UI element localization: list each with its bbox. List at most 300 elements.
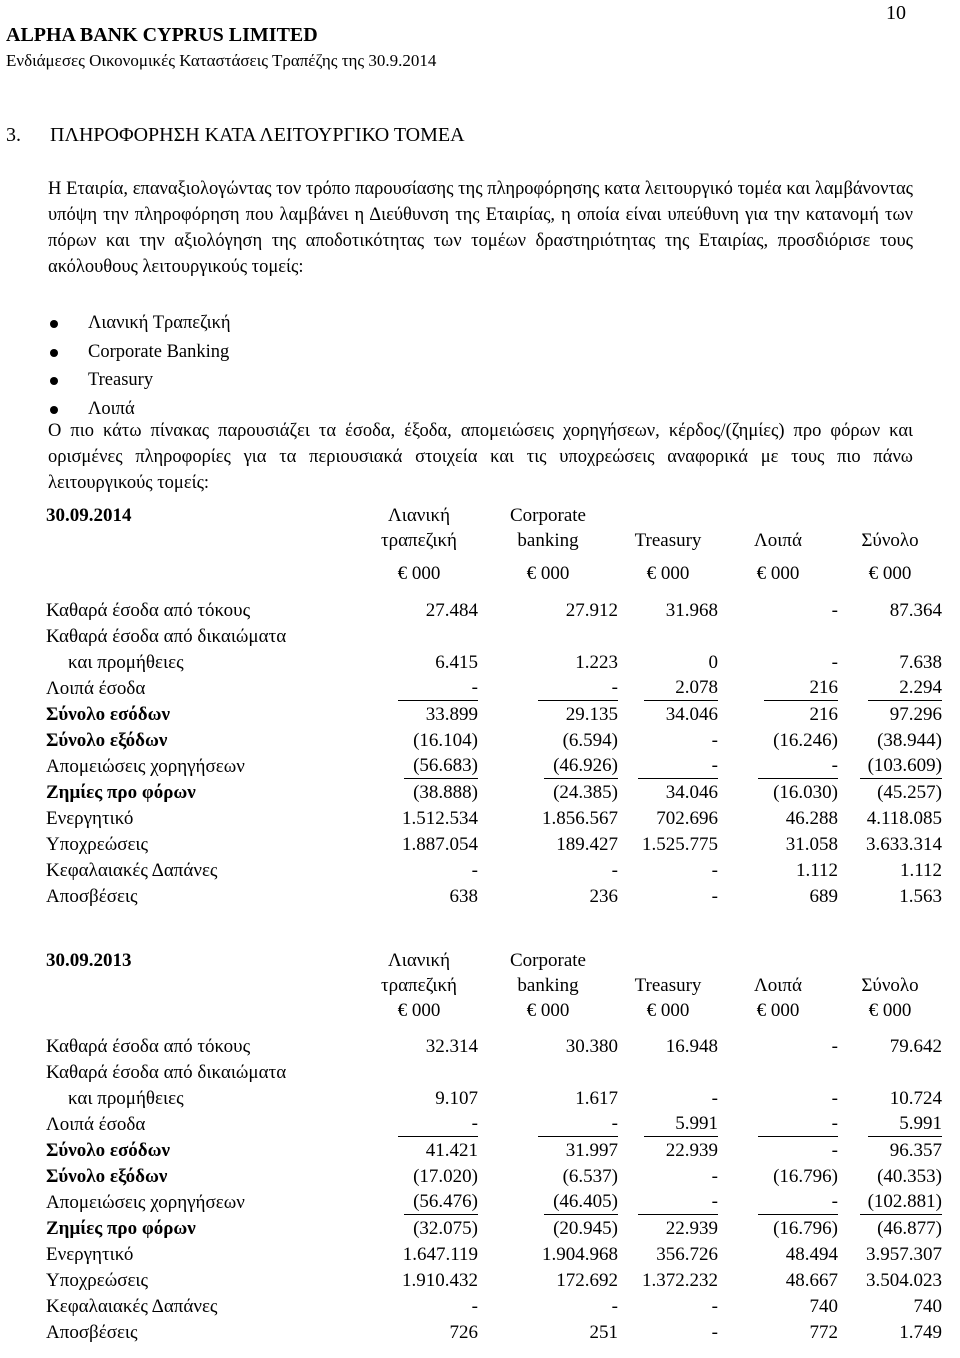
cell-corporate bbox=[478, 1033, 618, 1059]
cell-retail bbox=[360, 649, 478, 675]
row-label: Ζημίες προ φόρων bbox=[46, 1218, 196, 1239]
cell-retail bbox=[360, 1033, 478, 1059]
cell-value: 31.968 bbox=[665, 600, 718, 621]
cell-other bbox=[718, 805, 838, 831]
cell-corporate bbox=[478, 805, 618, 831]
col-header-line: Corporate bbox=[510, 505, 586, 526]
cell-value: - bbox=[538, 676, 618, 701]
cell-value: 726 bbox=[449, 1322, 478, 1343]
cell-retail bbox=[360, 1267, 478, 1293]
cell-value: - bbox=[471, 860, 478, 881]
cell-value: 2.294 bbox=[868, 676, 942, 701]
cell-value: 1.647.119 bbox=[402, 1244, 478, 1265]
cell-total bbox=[838, 1085, 942, 1111]
cell-value: 1.223 bbox=[575, 652, 618, 673]
cell-treasury bbox=[618, 779, 718, 805]
cell-other bbox=[718, 623, 838, 649]
cell-value: - bbox=[831, 1036, 838, 1057]
cell-other bbox=[718, 779, 838, 805]
cell-value: 3.633.314 bbox=[866, 834, 942, 855]
unit-label: € 000 bbox=[646, 563, 690, 584]
row-label: Καθαρά έσοδα από τόκους bbox=[46, 1036, 251, 1057]
table-row bbox=[46, 1189, 942, 1215]
cell-total bbox=[838, 1241, 942, 1267]
cell-value: - bbox=[711, 860, 718, 881]
cell-value: (6.537) bbox=[562, 1166, 618, 1187]
cell-value: (46.926) bbox=[544, 754, 618, 779]
cell-total bbox=[838, 883, 942, 909]
cell-treasury bbox=[618, 1293, 718, 1319]
cell-value: 189.427 bbox=[556, 834, 618, 855]
segment-label: Treasury bbox=[88, 370, 154, 390]
cell-corporate bbox=[478, 779, 618, 805]
cell-value: 6.415 bbox=[435, 652, 478, 673]
cell-value: 1.512.534 bbox=[402, 808, 478, 829]
cell-value: - bbox=[711, 1088, 718, 1109]
cell-other bbox=[718, 1319, 838, 1345]
table-row bbox=[46, 1241, 942, 1267]
cell-treasury bbox=[618, 1033, 718, 1059]
cell-value: 79.642 bbox=[889, 1036, 942, 1057]
cell-corporate bbox=[478, 1293, 618, 1319]
cell-retail bbox=[360, 597, 478, 623]
document-subtitle: Ενδιάμεσες Οικονομικές Καταστάσεις Τραπέζης της 30.9.2014 bbox=[6, 51, 437, 70]
cell-value: (20.945) bbox=[553, 1218, 618, 1239]
cell-value: - bbox=[711, 1166, 718, 1187]
table-row bbox=[46, 857, 942, 883]
cell-value: 97.296 bbox=[889, 704, 942, 725]
segment-item bbox=[48, 309, 231, 338]
cell-value: (103.609) bbox=[860, 754, 942, 779]
cell-retail bbox=[360, 1111, 478, 1137]
cell-corporate bbox=[478, 753, 618, 779]
cell-value: - bbox=[638, 754, 718, 779]
intro-paragraph: Η Εταιρία, επαναξιολογώντας τον τρόπο παρουσίασης της πληροφόρησης κατα λειτουργικό τομέα και λαμβάνοντας υπόψη την πληροφόρηση που λαμβάνει η Διεύθυνση της Εταιρίας, η οποία είναι υπεύθυνη για την κατανομή των πόρων και την αξιολόγηση της αποδοτικότητας των τομέων δραστηριότητας της Εταιρίας, προσδιόρισε τους ακόλουθους λειτουργικούς τομείς: bbox=[48, 179, 913, 277]
cell-value: 5.991 bbox=[644, 1112, 718, 1137]
col-other-header bbox=[718, 948, 838, 1023]
cell-total bbox=[838, 1137, 942, 1163]
section-title: ΠΛΗΡΟΦΟΡΗΣΗ ΚΑΤΑ ΛΕΙΤΟΥΡΓΙΚΟ ΤΟΜΕΑ bbox=[50, 124, 465, 146]
cell-total bbox=[838, 831, 942, 857]
cell-other bbox=[718, 1033, 838, 1059]
cell-value: - bbox=[538, 1112, 618, 1137]
cell-retail bbox=[360, 1085, 478, 1111]
cell-value: 30.380 bbox=[565, 1036, 618, 1057]
cell-other bbox=[718, 857, 838, 883]
col-header-line: Λιανική bbox=[387, 505, 451, 526]
col-header-line: banking bbox=[517, 975, 579, 996]
cell-treasury bbox=[618, 883, 718, 909]
cell-total bbox=[838, 1319, 942, 1345]
cell-value: (16.246) bbox=[773, 730, 838, 751]
cell-total bbox=[838, 701, 942, 727]
row-label: Υποχρεώσεις bbox=[46, 834, 149, 855]
segments-list bbox=[48, 309, 231, 423]
cell-value: 29.135 bbox=[565, 704, 618, 725]
cell-value: 3.504.023 bbox=[866, 1270, 942, 1291]
cell-total bbox=[838, 805, 942, 831]
table-row bbox=[46, 1033, 942, 1059]
col-header-line: Corporate bbox=[510, 950, 586, 971]
cell-value: 3.957.307 bbox=[866, 1244, 942, 1265]
cell-value: 5.991 bbox=[868, 1112, 942, 1137]
table-row bbox=[46, 805, 942, 831]
cell-treasury bbox=[618, 831, 718, 857]
unit-label: € 000 bbox=[868, 563, 912, 584]
cell-total bbox=[838, 1059, 942, 1085]
row-label: Ενεργητικό bbox=[46, 1244, 134, 1265]
cell-other bbox=[718, 1085, 838, 1111]
col-header-line: Λοιπά bbox=[754, 530, 802, 551]
cell-value: 251 bbox=[589, 1322, 618, 1343]
cell-treasury bbox=[618, 1189, 718, 1215]
cell-value: 1.525.775 bbox=[642, 834, 718, 855]
cell-value: 1.887.054 bbox=[402, 834, 478, 855]
cell-corporate bbox=[478, 1319, 618, 1345]
cell-value: 1.112 bbox=[795, 860, 838, 881]
cell-value: 10.724 bbox=[889, 1088, 942, 1109]
col-corporate-header bbox=[478, 948, 618, 1023]
table-row bbox=[46, 623, 942, 649]
cell-value: (38.888) bbox=[413, 782, 478, 803]
col-total-header bbox=[838, 503, 942, 553]
col-treasury-header bbox=[618, 948, 718, 1023]
cell-corporate bbox=[478, 1241, 618, 1267]
row-label: Ενεργητικό bbox=[46, 808, 134, 829]
cell-value: (16.796) bbox=[773, 1218, 838, 1239]
cell-value: 2.078 bbox=[644, 676, 718, 701]
cell-value: - bbox=[831, 600, 838, 621]
cell-treasury bbox=[618, 1163, 718, 1189]
cell-value: 9.107 bbox=[435, 1088, 478, 1109]
cell-other bbox=[718, 1267, 838, 1293]
cell-value: (16.104) bbox=[413, 730, 478, 751]
cell-treasury bbox=[618, 1319, 718, 1345]
col-retail-header bbox=[360, 948, 478, 1023]
cell-value: 41.421 bbox=[425, 1140, 478, 1161]
unit-row bbox=[46, 553, 942, 587]
cell-value: - bbox=[758, 1112, 838, 1137]
table-row bbox=[46, 753, 942, 779]
col-header-line: banking bbox=[517, 530, 579, 551]
cell-treasury bbox=[618, 1085, 718, 1111]
cell-value: 87.364 bbox=[889, 600, 942, 621]
cell-corporate bbox=[478, 883, 618, 909]
cell-value: 638 bbox=[449, 886, 478, 907]
row-label: Λοιπά έσοδα bbox=[46, 1114, 146, 1135]
cell-other bbox=[718, 1293, 838, 1319]
cell-value: 48.667 bbox=[785, 1270, 838, 1291]
table-row bbox=[46, 779, 942, 805]
cell-retail bbox=[360, 1163, 478, 1189]
table-row bbox=[46, 1137, 942, 1163]
cell-total bbox=[838, 623, 942, 649]
cell-value: 27.912 bbox=[565, 600, 618, 621]
cell-value: (16.796) bbox=[773, 1166, 838, 1187]
cell-treasury bbox=[618, 1059, 718, 1085]
cell-retail bbox=[360, 805, 478, 831]
row-label: και προμήθειες bbox=[68, 1088, 184, 1109]
cell-total bbox=[838, 857, 942, 883]
cell-other bbox=[718, 701, 838, 727]
cell-retail bbox=[360, 857, 478, 883]
cell-value: 1.904.968 bbox=[542, 1244, 618, 1265]
cell-treasury bbox=[618, 1241, 718, 1267]
segment-table-2013 bbox=[46, 948, 942, 1345]
cell-retail bbox=[360, 831, 478, 857]
bullet-icon bbox=[50, 406, 58, 414]
cell-retail bbox=[360, 753, 478, 779]
cell-total bbox=[838, 779, 942, 805]
cell-retail bbox=[360, 675, 478, 701]
cell-retail bbox=[360, 1059, 478, 1085]
cell-other bbox=[718, 727, 838, 753]
col-retail-header bbox=[360, 503, 478, 553]
cell-corporate bbox=[478, 727, 618, 753]
cell-corporate bbox=[478, 1085, 618, 1111]
cell-value: 7.638 bbox=[899, 652, 942, 673]
cell-other bbox=[718, 1241, 838, 1267]
cell-other bbox=[718, 1189, 838, 1215]
table-row bbox=[46, 675, 942, 701]
cell-treasury bbox=[618, 623, 718, 649]
cell-value: 22.939 bbox=[665, 1140, 718, 1161]
cell-value: - bbox=[831, 1140, 838, 1161]
cell-value: - bbox=[831, 652, 838, 673]
note-paragraph: Ο πιο κάτω πίνακας παρουσιάζει τα έσοδα, έξοδα, απομειώσεις χορηγήσεων, κέρδος/(ζημίες) προ φόρων και ορισμένες πληροφορίες για τα περιουσιακά στοιχεία και τις υποχρεώσεις αναφορικά με τους πιο πάνω λειτουργικούς τομείς: bbox=[48, 421, 913, 493]
section-number: 3. bbox=[6, 124, 21, 146]
cell-value: 1.563 bbox=[899, 886, 942, 907]
cell-total bbox=[838, 753, 942, 779]
table-date: 30.09.2014 bbox=[46, 505, 132, 526]
row-label: Αποσβέσεις bbox=[46, 1322, 138, 1343]
cell-treasury bbox=[618, 753, 718, 779]
cell-total bbox=[838, 727, 942, 753]
cell-value: 16.948 bbox=[665, 1036, 718, 1057]
row-label: Λοιπά έσοδα bbox=[46, 678, 146, 699]
table-row bbox=[46, 1267, 942, 1293]
cell-value: 1.617 bbox=[575, 1088, 618, 1109]
cell-value: 1.112 bbox=[899, 860, 942, 881]
unit-label: € 000 bbox=[756, 1000, 800, 1021]
cell-retail bbox=[360, 883, 478, 909]
cell-value: - bbox=[758, 1190, 838, 1215]
cell-value: - bbox=[471, 1296, 478, 1317]
cell-value: 34.046 bbox=[665, 782, 718, 803]
cell-value: (17.020) bbox=[413, 1166, 478, 1187]
row-label: Απομειώσεις χορηγήσεων bbox=[46, 756, 245, 777]
cell-value: 31.058 bbox=[785, 834, 838, 855]
cell-other bbox=[718, 1163, 838, 1189]
cell-value: 1.749 bbox=[899, 1322, 942, 1343]
cell-corporate bbox=[478, 1189, 618, 1215]
cell-total bbox=[838, 597, 942, 623]
cell-value: (32.075) bbox=[413, 1218, 478, 1239]
bullet-icon bbox=[50, 320, 58, 328]
cell-value: (38.944) bbox=[877, 730, 942, 751]
cell-value: 1.910.432 bbox=[402, 1270, 478, 1291]
cell-treasury bbox=[618, 675, 718, 701]
col-header-line: Σύνολο bbox=[861, 530, 919, 551]
cell-value: - bbox=[711, 1322, 718, 1343]
col-corporate-header bbox=[478, 503, 618, 553]
table-row bbox=[46, 1085, 942, 1111]
section-heading bbox=[6, 124, 465, 147]
cell-value: (102.881) bbox=[860, 1190, 942, 1215]
cell-retail bbox=[360, 701, 478, 727]
cell-corporate bbox=[478, 597, 618, 623]
cell-value: 96.357 bbox=[889, 1140, 942, 1161]
cell-other bbox=[718, 675, 838, 701]
cell-corporate bbox=[478, 623, 618, 649]
cell-other bbox=[718, 1215, 838, 1241]
cell-value: (46.405) bbox=[544, 1190, 618, 1215]
cell-value: (45.257) bbox=[877, 782, 942, 803]
unit-label: € 000 bbox=[526, 563, 570, 584]
table-date: 30.09.2013 bbox=[46, 950, 132, 971]
col-header-line: Λοιπά bbox=[754, 975, 802, 996]
cell-corporate bbox=[478, 675, 618, 701]
table-header-row bbox=[46, 503, 942, 553]
bullet-icon bbox=[50, 349, 58, 357]
cell-corporate bbox=[478, 701, 618, 727]
cell-retail bbox=[360, 1293, 478, 1319]
cell-value: 1.372.232 bbox=[642, 1270, 718, 1291]
row-label: Υποχρεώσεις bbox=[46, 1270, 149, 1291]
cell-total bbox=[838, 1215, 942, 1241]
col-header-line: Treasury bbox=[634, 975, 702, 996]
cell-treasury bbox=[618, 857, 718, 883]
cell-value: - bbox=[758, 754, 838, 779]
cell-retail bbox=[360, 727, 478, 753]
row-label: Σύνολο εξόδων bbox=[46, 730, 168, 751]
row-label: Σύνολο εξόδων bbox=[46, 1166, 168, 1187]
cell-value: - bbox=[638, 1190, 718, 1215]
table-row bbox=[46, 727, 942, 753]
col-total-header bbox=[838, 948, 942, 1023]
cell-retail bbox=[360, 1189, 478, 1215]
cell-total bbox=[838, 1293, 942, 1319]
cell-other bbox=[718, 883, 838, 909]
unit-label: € 000 bbox=[526, 1000, 570, 1021]
cell-corporate bbox=[478, 1163, 618, 1189]
col-header-line: τραπεζική bbox=[380, 530, 457, 551]
row-label: Κεφαλαιακές Δαπάνες bbox=[46, 1296, 218, 1317]
cell-value: 0 bbox=[708, 652, 718, 673]
table-header-row bbox=[46, 948, 942, 1023]
cell-value: 740 bbox=[809, 1296, 838, 1317]
cell-value: 172.692 bbox=[556, 1270, 618, 1291]
cell-value: 236 bbox=[589, 886, 618, 907]
cell-corporate bbox=[478, 1267, 618, 1293]
cell-retail bbox=[360, 1215, 478, 1241]
cell-value: (56.683) bbox=[404, 754, 478, 779]
cell-treasury bbox=[618, 727, 718, 753]
table-row bbox=[46, 883, 942, 909]
cell-other bbox=[718, 831, 838, 857]
cell-total bbox=[838, 1033, 942, 1059]
cell-value: 4.118.085 bbox=[866, 808, 942, 829]
cell-corporate bbox=[478, 649, 618, 675]
cell-value: - bbox=[398, 676, 478, 701]
cell-value: 740 bbox=[913, 1296, 942, 1317]
cell-other bbox=[718, 649, 838, 675]
row-label: Ζημίες προ φόρων bbox=[46, 782, 196, 803]
cell-other bbox=[718, 753, 838, 779]
row-label: Καθαρά έσοδα από δικαιώματα bbox=[46, 626, 287, 647]
segment-label: Corporate Banking bbox=[88, 341, 230, 362]
col-header-line: Treasury bbox=[634, 530, 702, 551]
cell-value: (16.030) bbox=[773, 782, 838, 803]
segment-label: Λοιπά bbox=[88, 398, 135, 419]
cell-value: - bbox=[611, 860, 618, 881]
cell-value: - bbox=[711, 886, 718, 907]
unit-label: € 000 bbox=[868, 1000, 912, 1021]
cell-treasury bbox=[618, 649, 718, 675]
cell-other bbox=[718, 597, 838, 623]
table-row bbox=[46, 649, 942, 675]
cell-total bbox=[838, 1267, 942, 1293]
cell-treasury bbox=[618, 597, 718, 623]
col-header-line: τραπεζική bbox=[380, 975, 457, 996]
cell-total bbox=[838, 649, 942, 675]
cell-value: 772 bbox=[809, 1322, 838, 1343]
table-row bbox=[46, 1163, 942, 1189]
cell-corporate bbox=[478, 1137, 618, 1163]
cell-treasury bbox=[618, 1267, 718, 1293]
cell-value: - bbox=[398, 1112, 478, 1137]
cell-value: (24.385) bbox=[553, 782, 618, 803]
cell-treasury bbox=[618, 805, 718, 831]
cell-value: - bbox=[611, 1296, 618, 1317]
cell-value: 22.939 bbox=[665, 1218, 718, 1239]
cell-other bbox=[718, 1111, 838, 1137]
cell-value: 34.046 bbox=[665, 704, 718, 725]
cell-retail bbox=[360, 1319, 478, 1345]
cell-corporate bbox=[478, 831, 618, 857]
unit-label: € 000 bbox=[397, 563, 441, 584]
col-other-header bbox=[718, 503, 838, 553]
cell-value: - bbox=[831, 1088, 838, 1109]
cell-value: (6.594) bbox=[562, 730, 618, 751]
table-row bbox=[46, 831, 942, 857]
cell-other bbox=[718, 1137, 838, 1163]
cell-total bbox=[838, 1163, 942, 1189]
segment-table-2014 bbox=[46, 503, 942, 909]
cell-value: 356.726 bbox=[656, 1244, 718, 1265]
row-label: Καθαρά έσοδα από δικαιώματα bbox=[46, 1062, 287, 1083]
segment-label: Λιανική Τραπεζική bbox=[88, 313, 231, 333]
col-header-line: Λιανική bbox=[387, 950, 451, 971]
cell-retail bbox=[360, 1241, 478, 1267]
cell-corporate bbox=[478, 1059, 618, 1085]
cell-corporate bbox=[478, 1215, 618, 1241]
row-label: Απομειώσεις χορηγήσεων bbox=[46, 1192, 245, 1213]
table-row bbox=[46, 1319, 942, 1345]
segment-item bbox=[48, 338, 231, 367]
cell-value: 1.856.567 bbox=[542, 808, 618, 829]
unit-label: € 000 bbox=[756, 563, 800, 584]
cell-total bbox=[838, 675, 942, 701]
row-label: και προμήθειες bbox=[68, 652, 184, 673]
cell-value: 702.696 bbox=[656, 808, 718, 829]
row-label: Κεφαλαιακές Δαπάνες bbox=[46, 860, 218, 881]
row-label: Σύνολο εσόδων bbox=[46, 1140, 171, 1161]
cell-treasury bbox=[618, 701, 718, 727]
cell-other bbox=[718, 1059, 838, 1085]
cell-value: 689 bbox=[809, 886, 838, 907]
page-number: 10 bbox=[886, 2, 906, 24]
